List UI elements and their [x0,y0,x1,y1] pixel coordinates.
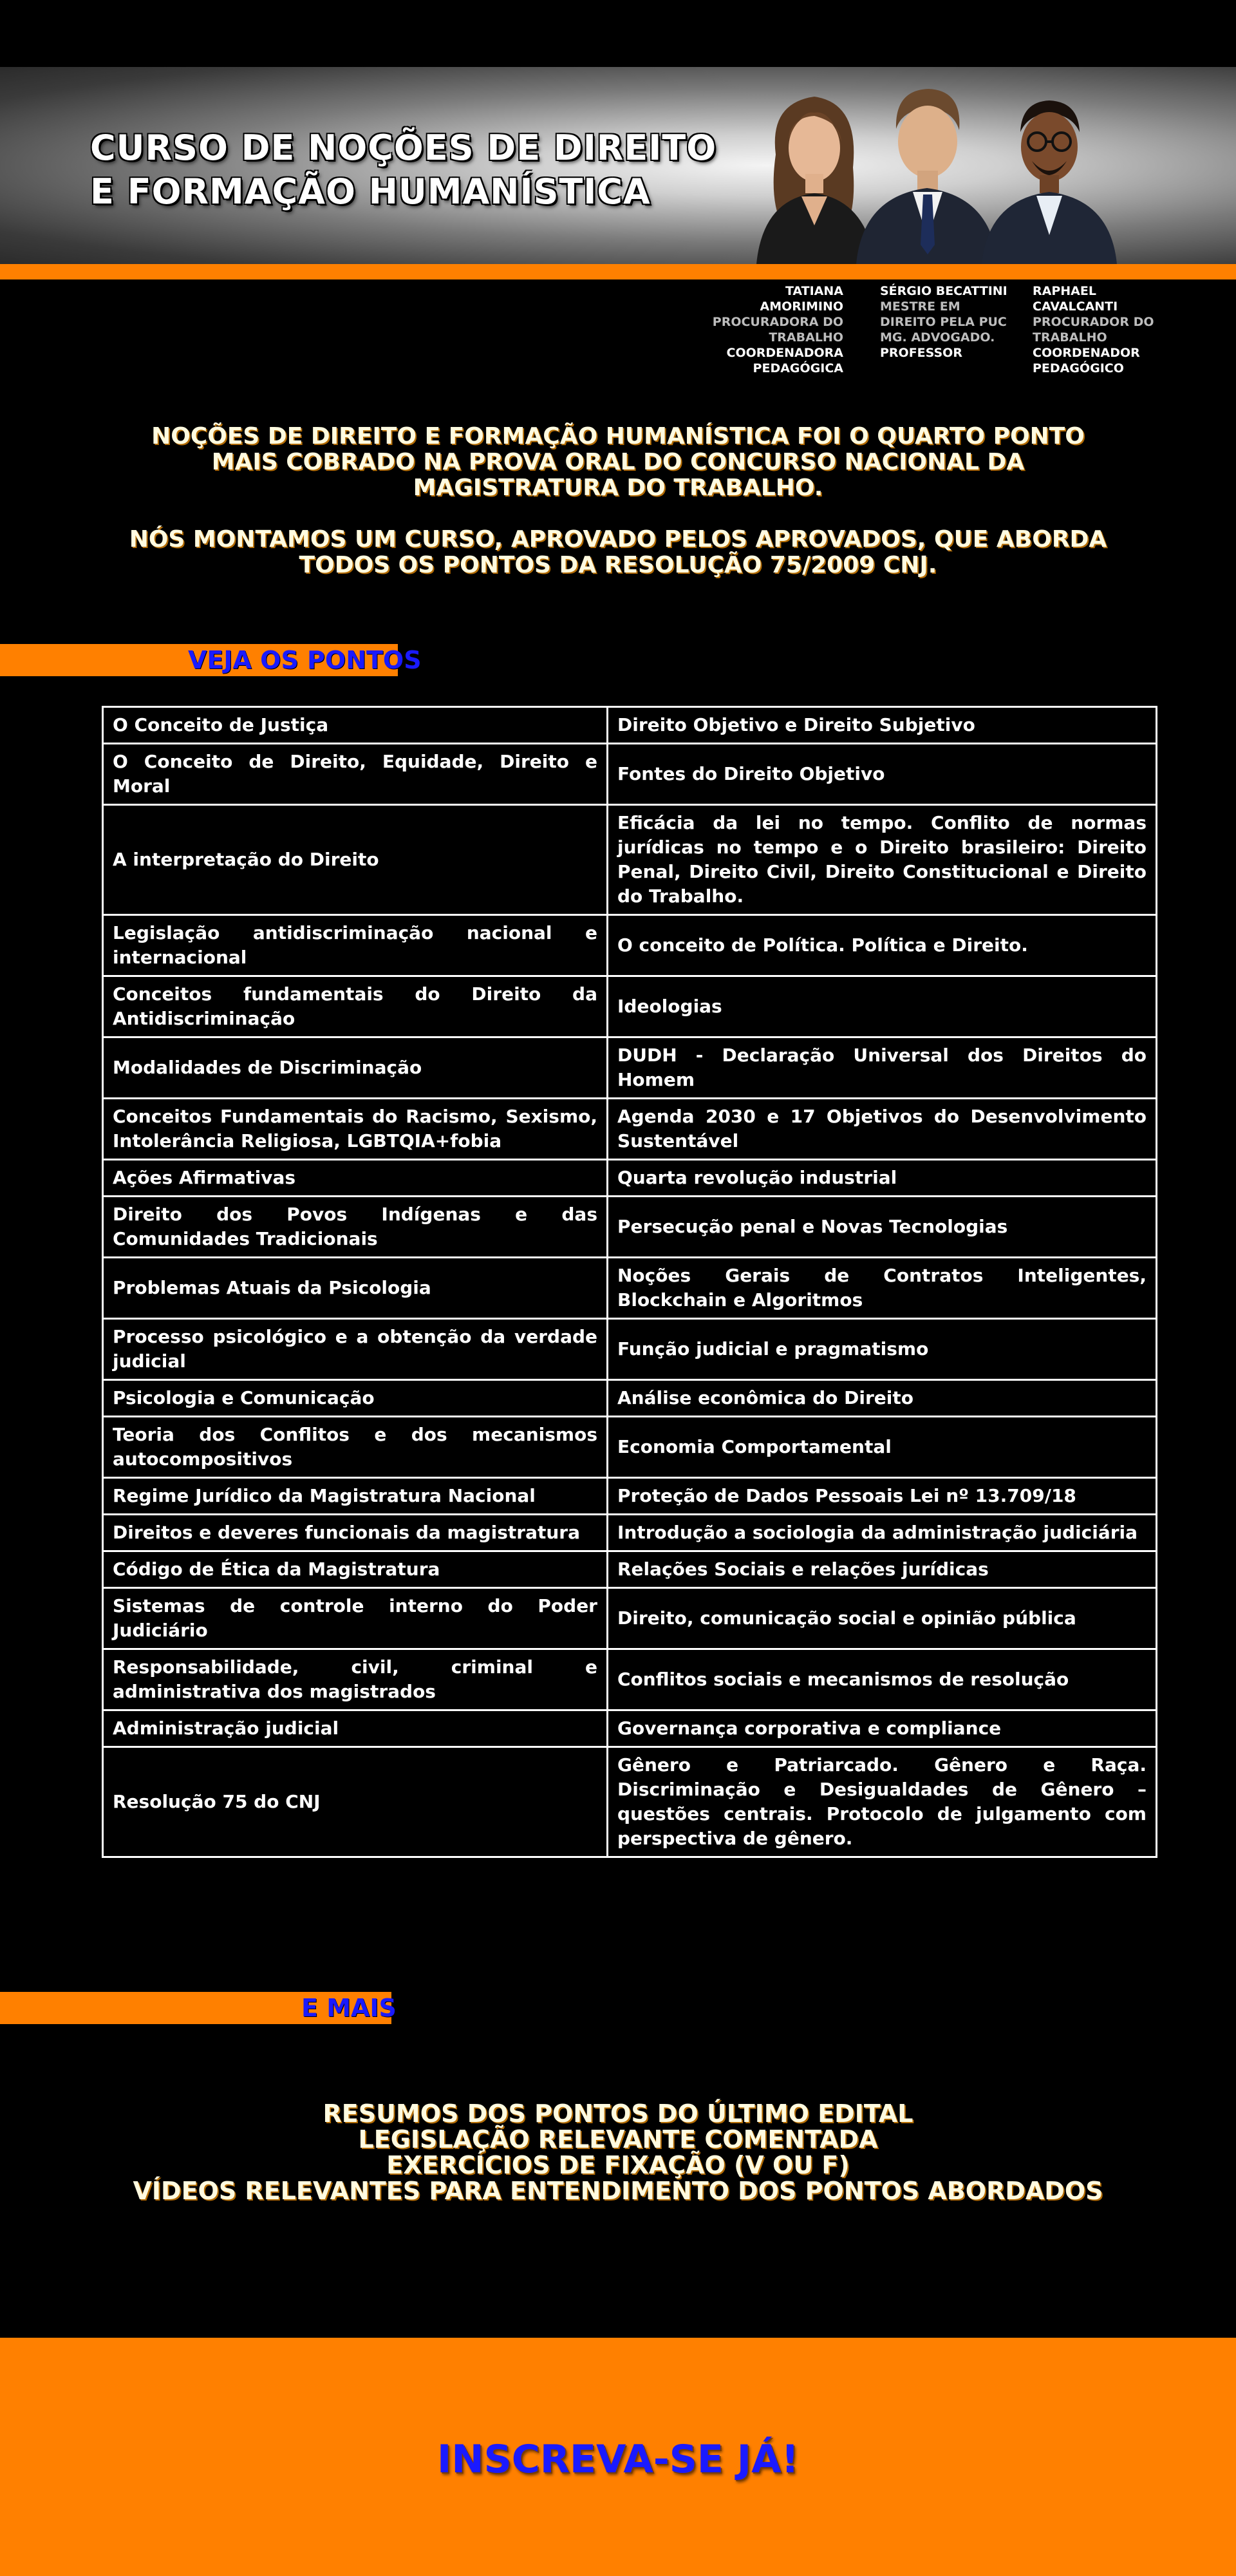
topic-cell-left: O Conceito de Direito, Equidade, Direito e Moral [103,744,608,805]
instructor-photo-raphael [982,77,1117,264]
table-row [103,1649,1157,1710]
topic-cell-left: Problemas Atuais da Psicologia [103,1258,608,1319]
instructor-title: COORDENADORA PEDAGÓGICA [726,346,843,375]
topic-cell-right: Análise econômica do Direito [608,1380,1157,1417]
topic-cell-left: Sistemas de controle interno do Poder Judiciário [103,1588,608,1649]
course-title-line-2: E FORMAÇÃO HUMANÍSTICA [90,171,651,212]
instructor-name: RAPHAEL [1033,284,1096,298]
topic-cell-left: Psicologia e Comunicação [103,1380,608,1417]
table-row [103,1319,1157,1380]
instructor-photo-sergio [856,71,998,264]
topic-cell-right: Relações Sociais e relações jurídicas [608,1551,1157,1588]
instructor-role: MESTRE EM DIREITO PELA PUC MG. ADVOGADO. [880,299,1007,345]
table-row [103,1551,1157,1588]
intro-paragraph-2: NÓS MONTAMOS UM CURSO, APROVADO PELOS APROVADOS, QUE ABORDA TODOS OS PONTOS DA RESOLUÇÃO 75/2009 CNJ. [129,526,1107,578]
topic-cell-right: Economia Comportamental [608,1417,1157,1478]
topic-cell-left: Direito dos Povos Indígenas e das Comunidades Tradicionais [103,1197,608,1258]
table-row [103,1588,1157,1649]
topic-cell-right: Introdução a sociologia da administração judiciária [608,1515,1157,1551]
topic-cell-left: Processo psicológico e a obtenção da verdade judicial [103,1319,608,1380]
table-row [103,1099,1157,1160]
topic-cell-left: Administração judicial [103,1710,608,1747]
extras-item: EXERCÍCIOS DE FIXAÇÃO (V OU F) [386,2151,850,2179]
table-row [103,976,1157,1037]
table-row [103,1417,1157,1478]
table-row [103,805,1157,915]
topic-cell-right: Direito Objetivo e Direito Subjetivo [608,707,1157,744]
topic-cell-left: Responsabilidade, civil, criminal e administrativa dos magistrados [103,1649,608,1710]
instructor-title: PROFESSOR [880,346,962,360]
table-row [103,1747,1157,1857]
cta-section [0,2338,1236,2576]
course-title-line-1: CURSO DE NOÇÕES DE DIREITO [90,128,717,168]
topic-cell-left: Conceitos fundamentais do Direito da Antidiscriminação [103,976,608,1037]
hero-orange-stripe [0,264,1236,279]
table-row [103,1160,1157,1197]
instructor-bio-raphael [1033,283,1161,376]
topic-cell-left: Teoria dos Conflitos e dos mecanismos autocompositivos [103,1417,608,1478]
topic-cell-right: Gênero e Patriarcado. Gênero e Raça. Discriminação e Desigualdades de Gênero – questões centrais. Protocolo de julgamento com perspectiva de gênero. [608,1747,1157,1857]
table-row [103,1380,1157,1417]
topic-cell-left: Legislação antidiscriminação nacional e internacional [103,915,608,976]
topic-cell-right: Ideologias [608,976,1157,1037]
table-row [103,915,1157,976]
topic-cell-right: O conceito de Política. Política e Direito. [608,915,1157,976]
instructor-name: SÉRGIO BECATTINI [880,284,1007,298]
section-heading-points: VEJA OS PONTOS [188,646,422,674]
instructor-role: PROCURADOR DO TRABALHO [1033,315,1154,345]
extras-item: VÍDEOS RELEVANTES PARA ENTENDIMENTO DOS PONTOS ABORDADOS [133,2177,1103,2205]
table-row [103,1197,1157,1258]
topic-cell-left: Regime Jurídico da Magistratura Nacional [103,1478,608,1515]
course-title [90,126,716,214]
instructor-name: AMORIMINO [760,299,843,314]
table-row [103,1515,1157,1551]
topic-cell-right: DUDH - Declaração Universal dos Direitos do Homem [608,1037,1157,1099]
table-row [103,1478,1157,1515]
topic-cell-right: Governança corporativa e compliance [608,1710,1157,1747]
topic-cell-right: Eficácia da lei no tempo. Conflito de normas jurídicas no tempo e o Direito brasileiro: Direito Penal, Direito Civil, Direito Constitucional e Direito do Trabalho. [608,805,1157,915]
instructor-name: TATIANA [785,284,843,298]
topic-cell-left: Ações Afirmativas [103,1160,608,1197]
topic-cell-left: Resolução 75 do CNJ [103,1747,608,1857]
topics-table [102,706,1157,1858]
instructor-name: CAVALCANTI [1033,299,1118,314]
extras-item: LEGISLAÇÃO RELEVANTE COMENTADA [358,2125,878,2154]
section-heading-more: E MAIS [301,1994,397,2022]
subscribe-button[interactable]: INSCREVA-SE JÁ! [437,2437,799,2482]
table-row [103,1037,1157,1099]
instructor-bio-sergio [880,283,1015,361]
topic-cell-left: O Conceito de Justiça [103,707,608,744]
topic-cell-left: Código de Ética da Magistratura [103,1551,608,1588]
topic-cell-right: Agenda 2030 e 17 Objetivos do Desenvolvimento Sustentável [608,1099,1157,1160]
topic-cell-left: A interpretação do Direito [103,805,608,915]
topic-cell-right: Direito, comunicação social e opinião pública [608,1588,1157,1649]
topic-cell-right: Função judicial e pragmatismo [608,1319,1157,1380]
instructor-bio-tatiana [708,283,843,376]
topic-cell-right: Persecução penal e Novas Tecnologias [608,1197,1157,1258]
intro-paragraph-1: NOÇÕES DE DIREITO E FORMAÇÃO HUMANÍSTICA FOI O QUARTO PONTO MAIS COBRADO NA PROVA ORAL DO CONCURSO NACIONAL DA MAGISTRATURA DO TRABALHO. [151,423,1085,501]
extras-item: RESUMOS DOS PONTOS DO ÚLTIMO EDITAL [323,2099,913,2128]
hero-banner [0,67,1236,264]
table-row [103,1710,1157,1747]
table-row [103,744,1157,805]
topic-cell-right: Fontes do Direito Objetivo [608,744,1157,805]
topic-cell-right: Noções Gerais de Contratos Inteligentes, Blockchain e Algoritmos [608,1258,1157,1319]
topic-cell-right: Quarta revolução industrial [608,1160,1157,1197]
extras-list [0,2101,1236,2204]
topic-cell-left: Conceitos Fundamentais do Racismo, Sexismo, Intolerância Religiosa, LGBTQIA+fobia [103,1099,608,1160]
topic-cell-left: Direitos e deveres funcionais da magistratura [103,1515,608,1551]
instructor-role: PROCURADORA DO TRABALHO [712,315,843,345]
topic-cell-left: Modalidades de Discriminação [103,1037,608,1099]
topic-cell-right: Conflitos sociais e mecanismos de resolução [608,1649,1157,1710]
topic-cell-right: Proteção de Dados Pessoais Lei nº 13.709/18 [608,1478,1157,1515]
table-row [103,1258,1157,1319]
instructor-title: COORDENADOR PEDAGÓGICO [1033,346,1140,375]
table-row [103,707,1157,744]
